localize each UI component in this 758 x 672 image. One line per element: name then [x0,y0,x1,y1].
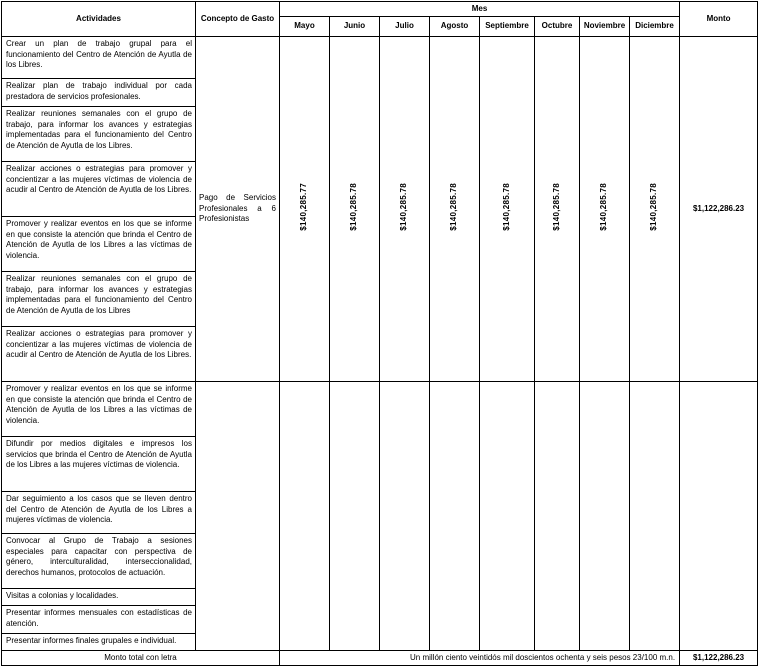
header-month: Junio [330,17,380,37]
empty-cell [430,382,480,651]
monthly-amount: $140,285.78 [330,37,380,382]
monthly-amount: $140,285.77 [280,37,330,382]
header-month: Julio [380,17,430,37]
activity-cell: Difundir por medios digitales e impresos los servicios que brinda el Centro de Atención de Ayutla de los Libres a las mujeres víctimas de violencia. [2,437,196,492]
empty-cell [630,382,680,651]
monthly-amount: $140,285.78 [580,37,630,382]
activity-cell: Realizar acciones o estrategias para promover y concientizar a las mujeres víctimas de violencia de acudir al Centro de Atención de Ayutla de los Libres. [2,162,196,217]
header-month: Septiembre [480,17,535,37]
total-amount: $1,122,286.23 [680,651,758,666]
budget-table [1,1,758,666]
monthly-amount: $140,285.78 [480,37,535,382]
activity-cell: Convocar al Grupo de Trabajo a sesiones especiales para capacitar con perspectiva de género, interculturalidad, interseccionalidad, derechos humanos, protocolos de actuación. [2,534,196,589]
empty-cell [680,382,758,651]
header-month: Diciembre [630,17,680,37]
activity-cell: Realizar reuniones semanales con el grupo de trabajo, para informar los avances y estrategias implementadas para el funcionamiento del Centro de Atención de Ayutla de los Libres [2,272,196,327]
concepto-gasto: Pago de Servicios Profesionales a 6 Profesionistas [196,37,280,382]
empty-cell [380,382,430,651]
empty-cell [535,382,580,651]
empty-cell [480,382,535,651]
total-text: Un millón ciento veintidós mil doscientos ochenta y seis pesos 23/100 m.n. [280,651,680,666]
activity-cell: Presentar informes finales grupales e individual. [2,634,196,651]
header-actividades: Actividades [2,2,196,37]
monthly-amount: $140,285.78 [430,37,480,382]
activity-cell: Promover y realizar eventos en los que se informe en que consiste la atención que brinda el Centro de Atención de Ayutla de los Libres a las víctimas de violencia. [2,382,196,437]
header-monto: Monto [680,2,758,37]
activity-cell: Realizar reuniones semanales con el grupo de trabajo, para informar los avances y estrategias implementadas para el funcionamiento del Centro de Atención de Ayutla de los Libres. [2,107,196,162]
empty-cell [280,382,330,651]
monto-total: $1,122,286.23 [680,37,758,382]
header-month: Octubre [535,17,580,37]
monthly-amount: $140,285.78 [535,37,580,382]
activity-cell: Dar seguimiento a los casos que se lleven dentro del Centro de Atención de Ayutla de los Libres a mujeres víctimas de violencia. [2,492,196,534]
empty-cell [196,382,280,651]
header-month: Noviembre [580,17,630,37]
activity-cell: Presentar informes mensuales con estadísticas de atención. [2,606,196,634]
monthly-amount: $140,285.78 [630,37,680,382]
activity-cell: Visitas a colonias y localidades. [2,589,196,606]
header-month: Agosto [430,17,480,37]
empty-cell [580,382,630,651]
monthly-amount: $140,285.78 [380,37,430,382]
activity-cell: Realizar plan de trabajo individual por cada prestadora de servicios profesionales. [2,79,196,107]
empty-cell [330,382,380,651]
header-concepto: Concepto de Gasto [196,2,280,37]
activity-cell: Realizar acciones o estrategias para promover y concientizar a las mujeres víctimas de violencia de acudir al Centro de Atención de Ayutla de los Libres. [2,327,196,382]
header-month: Mayo [280,17,330,37]
total-label: Monto total con letra [2,651,280,666]
header-mes: Mes [280,2,680,17]
activity-cell: Promover y realizar eventos en los que se informe en que consiste la atención que brinda el Centro de Atención de Ayutla de los Libres a las víctimas de violencia. [2,217,196,272]
activity-cell: Crear un plan de trabajo grupal para el funcionamiento del Centro de Atención de Ayutla de los Libres. [2,37,196,79]
